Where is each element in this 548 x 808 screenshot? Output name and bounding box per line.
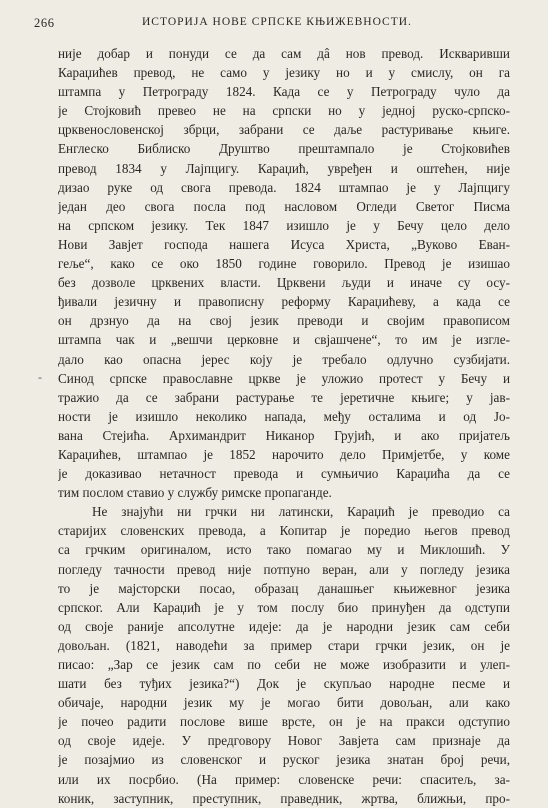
text-line: шати без туђих језика?“) Док је скупљао народне песме и [58, 676, 510, 692]
text-line: од своје раније апсолутне идеје: да је народни језик сам себи [58, 618, 510, 634]
text-line: Синод српске православне цркве је уложио протест у Бечу и [58, 370, 510, 386]
text-line: је доказивао нетачност превода и сумњичио Караџића да се [58, 466, 510, 482]
running-head: ИСТОРИЈА НОВЕ СРПСКЕ КЊИЖЕВНОСТИ. [142, 16, 412, 28]
text-line: на српском језику. Тек 1847 изишло је у Бечу цело дело [58, 217, 510, 233]
text-line: Не знајући ни грчки ни латински, Караџић је преводио са [92, 504, 510, 520]
page-header [34, 16, 504, 34]
text-line: довољан. (1821, наводећи за пример стари грчки језик, он је [58, 637, 510, 653]
text-line: црквенословенској збрци, забрани се даље растуривање књиге. [58, 122, 510, 138]
text-line: од своје идеје. У предговору Новог Завјета сам признаје да [58, 733, 510, 749]
text-line: старијих словенских превода, а Копитар је поредио његов превод [58, 523, 510, 539]
text-line: или их посрбио. (На пример: словенске речи: спаситељ, за- [58, 771, 510, 787]
text-line: коник, заступник, преступник, праведник, жртва, ближњи, про- [58, 790, 510, 806]
text-line: Нови Завјет господа нашега Исуса Христа, „Вуково Еван- [58, 236, 510, 252]
text-line: штампа у Петрограду 1824. Када се у Петрограду чуло да [58, 84, 510, 100]
body-text [58, 44, 510, 808]
text-line: је почео радити послове више врсте, он је на пракси одступио [58, 714, 510, 730]
text-line: дало као опасна јерес коју је требало одлучно сузбијати. [58, 351, 510, 367]
text-line: погледу тачности превод није потпуно веран, али у погледу језика [58, 561, 510, 577]
text-line: обичаје, народни језик му је могао бити довољан, али како [58, 695, 510, 711]
text-line: није добар и понуди се да сам дâ нов превод. Искваривши [58, 46, 510, 61]
text-line: Караџићев, штампао је 1852 нарочито дело Примјетбе, у коме [58, 446, 510, 462]
text-line: без дозволе црквених власти. Црквени људи и иначе су осу- [58, 275, 510, 291]
text-line: вана Стејића. Архимандрит Никанор Грујић, и ако пријатељ [58, 427, 510, 443]
page-number: 266 [34, 16, 55, 30]
text-line: српског. Али Караџић је у том послу био принуђен да одступи [58, 599, 510, 615]
text-line: један део свога посла под насловом Огледи Светог Писма [58, 198, 510, 214]
text-line: је Стојковић превео не на српски но у једној руско-српско- [58, 103, 510, 119]
text-line: писао: „Зар се језик сам по себи не може изобразити и улеп- [58, 657, 510, 672]
text-line: тражио да се забрани растурање те јеретичне књиге; у јав- [58, 389, 510, 405]
text-line: штампа чак и „вешчи церковне и свјашчене“, то им је изгле- [58, 332, 510, 348]
margin-mark: - [38, 370, 42, 384]
text-line: ности је изишло неколико напада, међу осталима и од Јо- [58, 408, 510, 424]
text-line: Караџићев превод, не само у језику но и у смислу, он га [58, 65, 510, 81]
text-line: он дрзнуо да на свој језик преводи и својим правописом [58, 313, 510, 329]
text-line: са грчким оригиналом, исто тако помагао му и Миклошић. У [58, 542, 510, 558]
text-line: геље“, како се око 1850 године говорило. Превод је изишао [58, 256, 510, 272]
text-line: Енглеско Библиско Друштво прештампало је Стојковићев [58, 141, 510, 157]
text-line: је позајмио из словенског и руског језика знатан број речи, [58, 752, 510, 768]
text-line: тим послом ставио у службу римске пропаганде. [58, 485, 332, 501]
text-line: то је мајсторски посао, образац данашњег књижевног језика [58, 580, 510, 596]
text-line: превод 1834 у Лајпцигу. Караџић, увређен и оштећен, није [58, 160, 510, 176]
text-line: дизао руке од свога превода. 1824 штампао је у Лајпцигу [58, 179, 510, 195]
text-line: ђивали језичну и правописну реформу Караџићеву, а када се [58, 294, 510, 310]
